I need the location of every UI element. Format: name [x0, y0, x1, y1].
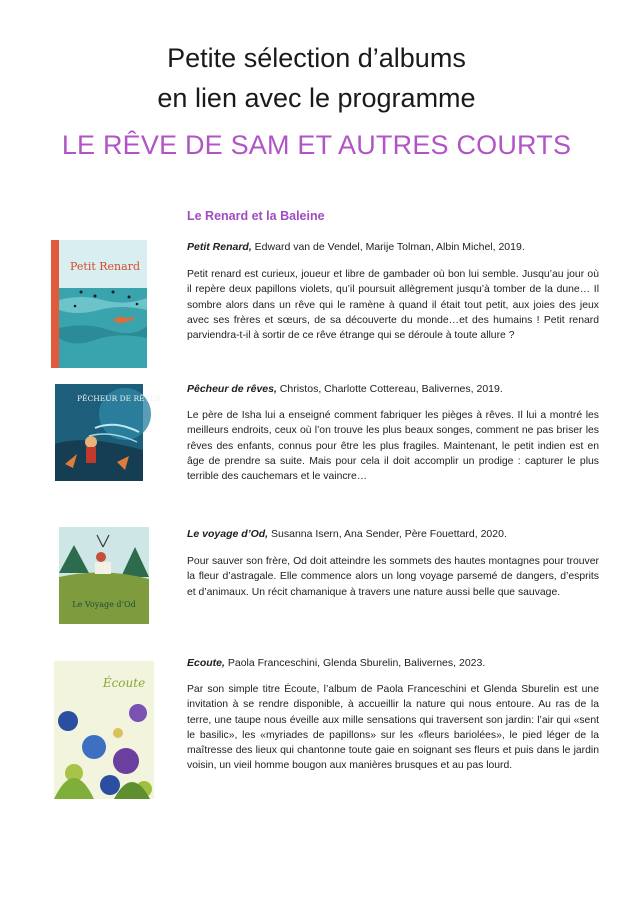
book-credits: Edward van de Vendel, Marije Tolman, Albin Michel, 2019. — [251, 241, 525, 253]
book-reference — [187, 240, 599, 254]
book-description: Par son simple titre Écoute, l’album de Paola Franceschini et Glenda Sburelin est une invitation à se rendre disponible, à accueillir la nature qui nous entoure. Au ras de la terre, une taupe nous éveille aux mille sensations qui traversent son jardin: l’air qui «sent le basilic», les «myriades de papillons» sur les «fleurs bariolées», le pied léger de la maîtresse des lieux qui chantonne toute gaie en soignant ses fleurs et puis dans le jardin voisin, un vieil homme bougon aux manières brusques et au pas lourd. — [187, 684, 599, 772]
book-credits: Christos, Charlotte Cottereau, Balivernes, 2019. — [276, 383, 503, 395]
book-credits: Susanna Isern, Ana Sender, Père Fouettard, 2020. — [268, 528, 507, 540]
cover-title-petit-renard: Petit Renard — [69, 260, 141, 273]
cover-title-voyage: Le Voyage d’Od — [72, 600, 136, 609]
book-reference — [187, 382, 599, 396]
section-heading: Le Renard et la Baleine — [187, 209, 325, 223]
cover-title-ecoute: Écoute — [102, 676, 146, 690]
book-reference — [187, 656, 599, 670]
book-title: Ecoute, — [187, 657, 225, 669]
book-cover-ecoute — [54, 661, 154, 799]
book-credits: Paola Franceschini, Glenda Sburelin, Balivernes, 2023. — [224, 657, 486, 669]
book-title: Petit Renard, — [187, 241, 252, 253]
book-cover-petit-renard — [51, 240, 147, 368]
book-cover-pecheur-de-reves — [55, 384, 161, 481]
page-title — [0, 38, 633, 118]
book-title: Le voyage d’Od, — [187, 528, 269, 540]
title-line-2: en lien avec le programme — [157, 83, 476, 113]
title-line-1: Petite sélection d’albums — [167, 43, 466, 73]
book-reference — [187, 527, 599, 541]
cover-title-pecheur: PÊCHEUR DE RÊVES — [77, 394, 161, 403]
book-description: Pour sauver son frère, Od doit atteindre les sommets des hautes montagnes pour trouver la fleur d’astragale. Elle commence alors un long voyage parsemé de dangers, d’esprits et d’animaux. Un récit chamanique à travers une nature aussi belle que sauvage. — [187, 556, 599, 598]
book-description: Le père de Isha lui a enseigné comment fabriquer les pièges à rêves. Il lui a montré les meilleurs endroits, ceux où l’on trouve les plus beaux songes, comment ne pas briser les rêves des enfants, connus pour être les plus fragiles. Maintenant, le petit indien est en âge de prendre sa suite. Mais pour cela il doit accomplir un prodige : capturer le plus terrible des cauchemars et le vaincre… — [187, 410, 599, 483]
book-cover-voyage-d-od — [59, 527, 149, 624]
programme-title: LE RÊVE DE SAM ET AUTRES COURTS — [61, 130, 572, 160]
book-title: Pêcheur de rêves, — [187, 383, 277, 395]
book-description: Petit renard est curieux, joueur et libre de gambader où bon lui semble. Jusqu’au jour où il repère deux papillons violets, qu’il poursuit allègrement jusqu’à tomber de la dune… Il sombre alors dans un rêve qui le ramène à quand il était tout petit, aux joies des jeux avec ses frères et sœurs, de sa découverte du monde…et des humains ! Petit renard parviendra-t-il à sortir de ce rêve étrange qui se déroule à toute allure ? — [187, 269, 599, 342]
